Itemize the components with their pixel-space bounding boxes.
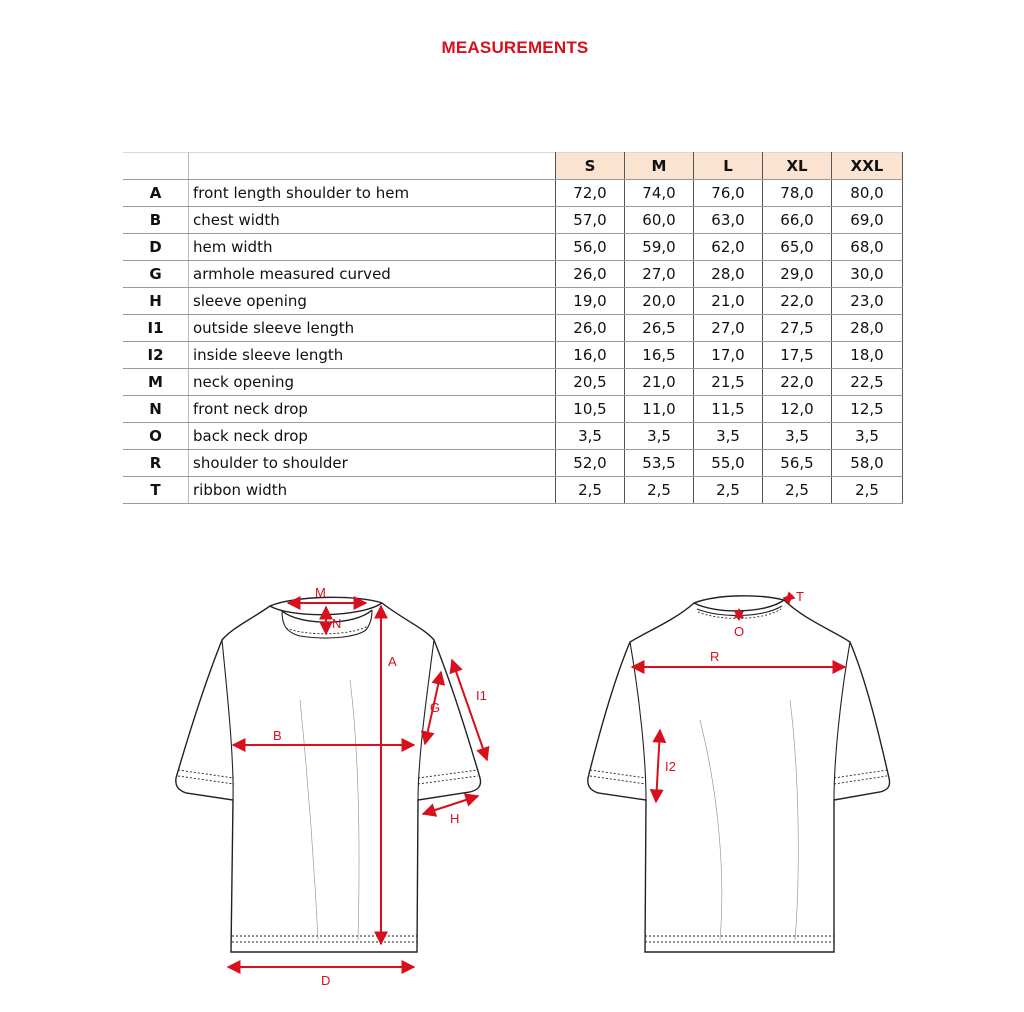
- measure-label: outside sleeve length: [189, 315, 556, 342]
- measure-value: 23,0: [832, 288, 903, 315]
- measure-label: neck opening: [189, 369, 556, 396]
- measure-value: 12,0: [763, 396, 832, 423]
- measure-value: 11,0: [625, 396, 694, 423]
- measure-code: N: [123, 396, 189, 423]
- measure-value: 17,5: [763, 342, 832, 369]
- size-header: M: [625, 153, 694, 180]
- measure-code: B: [123, 207, 189, 234]
- measure-value: 63,0: [694, 207, 763, 234]
- measure-value: 2,5: [694, 477, 763, 504]
- label-g: G: [430, 700, 441, 715]
- label-i1: I1: [476, 688, 487, 703]
- page-title: MEASUREMENTS: [441, 38, 589, 57]
- measure-value: 28,0: [832, 315, 903, 342]
- measure-value: 55,0: [694, 450, 763, 477]
- measure-value: 30,0: [832, 261, 903, 288]
- measure-code: H: [123, 288, 189, 315]
- measure-value: 16,5: [625, 342, 694, 369]
- measure-value: 27,5: [763, 315, 832, 342]
- label-r: R: [710, 649, 720, 664]
- measure-value: 68,0: [832, 234, 903, 261]
- measure-value: 29,0: [763, 261, 832, 288]
- measure-label: ribbon width: [189, 477, 556, 504]
- measure-value: 16,0: [556, 342, 625, 369]
- measure-value: 66,0: [763, 207, 832, 234]
- measure-value: 27,0: [625, 261, 694, 288]
- measure-label: inside sleeve length: [189, 342, 556, 369]
- size-header: S: [556, 153, 625, 180]
- i2-line: [656, 730, 660, 802]
- measure-value: 56,0: [556, 234, 625, 261]
- measure-value: 21,0: [694, 288, 763, 315]
- measure-value: 72,0: [556, 180, 625, 207]
- measure-label: hem width: [189, 234, 556, 261]
- measure-value: 22,5: [832, 369, 903, 396]
- front-body-outline: [176, 597, 481, 952]
- measure-value: 69,0: [832, 207, 903, 234]
- label-h: H: [450, 811, 460, 826]
- measure-value: 20,0: [625, 288, 694, 315]
- measure-value: 26,0: [556, 315, 625, 342]
- measure-value: 28,0: [694, 261, 763, 288]
- measure-value: 2,5: [556, 477, 625, 504]
- measure-value: 80,0: [832, 180, 903, 207]
- measure-label: armhole measured curved: [189, 261, 556, 288]
- measure-value: 74,0: [625, 180, 694, 207]
- measure-value: 18,0: [832, 342, 903, 369]
- measure-code: I1: [123, 315, 189, 342]
- back-tshirt: [588, 596, 890, 952]
- measure-code: T: [123, 477, 189, 504]
- measure-value: 56,5: [763, 450, 832, 477]
- back-body-outline: [588, 596, 890, 952]
- measure-value: 3,5: [625, 423, 694, 450]
- measure-value: 3,5: [832, 423, 903, 450]
- measure-code: M: [123, 369, 189, 396]
- size-header: XL: [763, 153, 832, 180]
- label-d: D: [321, 973, 331, 988]
- front-measure-labels: [273, 585, 487, 988]
- measure-code: R: [123, 450, 189, 477]
- size-header: XXL: [832, 153, 903, 180]
- measure-code: D: [123, 234, 189, 261]
- measure-label: shoulder to shoulder: [189, 450, 556, 477]
- measure-value: 53,5: [625, 450, 694, 477]
- measure-value: 22,0: [763, 369, 832, 396]
- label-i2: I2: [665, 759, 676, 774]
- label-m: M: [315, 585, 326, 600]
- back-left-armhole: [630, 642, 646, 800]
- measure-value: 26,0: [556, 261, 625, 288]
- measure-value: 12,5: [832, 396, 903, 423]
- t-line: [786, 595, 792, 601]
- measure-value: 65,0: [763, 234, 832, 261]
- measure-value: 62,0: [694, 234, 763, 261]
- measure-value: 60,0: [625, 207, 694, 234]
- measure-label: sleeve opening: [189, 288, 556, 315]
- measure-value: 76,0: [694, 180, 763, 207]
- measure-value: 3,5: [763, 423, 832, 450]
- measure-value: 3,5: [556, 423, 625, 450]
- measure-label: back neck drop: [189, 423, 556, 450]
- back-measure-labels: [665, 589, 804, 774]
- measure-value: 2,5: [763, 477, 832, 504]
- label-a: A: [388, 654, 397, 669]
- measure-code: O: [123, 423, 189, 450]
- measure-value: 27,0: [694, 315, 763, 342]
- measure-value: 58,0: [832, 450, 903, 477]
- measure-value: 20,5: [556, 369, 625, 396]
- measure-value: 2,5: [625, 477, 694, 504]
- measure-label: front length shoulder to hem: [189, 180, 556, 207]
- measure-value: 26,5: [625, 315, 694, 342]
- label-n: N: [332, 616, 342, 631]
- measure-value: 22,0: [763, 288, 832, 315]
- label-b: B: [273, 728, 282, 743]
- measure-label: front neck drop: [189, 396, 556, 423]
- measure-value: 52,0: [556, 450, 625, 477]
- measure-value: 2,5: [832, 477, 903, 504]
- front-tshirt: [176, 597, 481, 952]
- front-left-armhole: [222, 640, 233, 800]
- measure-value: 21,5: [694, 369, 763, 396]
- size-header: L: [694, 153, 763, 180]
- label-o: O: [734, 624, 745, 639]
- measure-code: I2: [123, 342, 189, 369]
- measure-value: 59,0: [625, 234, 694, 261]
- measure-value: 19,0: [556, 288, 625, 315]
- measure-code: A: [123, 180, 189, 207]
- measure-code: G: [123, 261, 189, 288]
- measure-value: 10,5: [556, 396, 625, 423]
- measure-value: 3,5: [694, 423, 763, 450]
- measure-value: 17,0: [694, 342, 763, 369]
- measure-label: chest width: [189, 207, 556, 234]
- measure-value: 11,5: [694, 396, 763, 423]
- label-t: T: [796, 589, 804, 604]
- measure-value: 57,0: [556, 207, 625, 234]
- measure-value: 78,0: [763, 180, 832, 207]
- measure-value: 21,0: [625, 369, 694, 396]
